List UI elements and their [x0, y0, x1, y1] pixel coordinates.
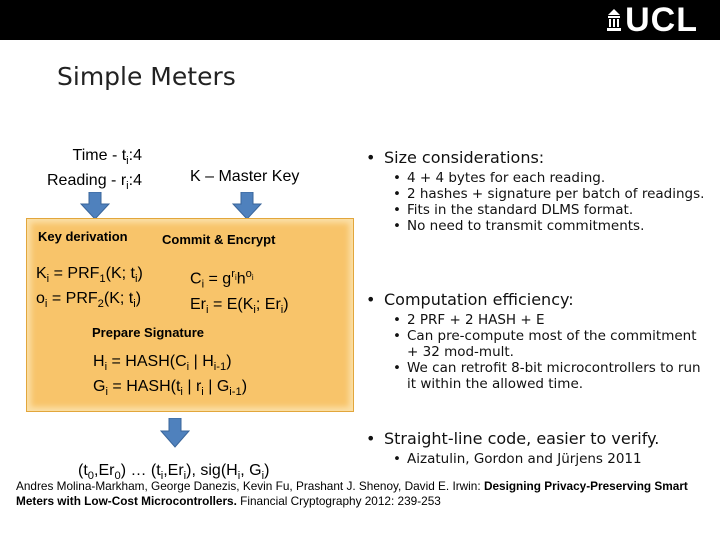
- citation-paper: Designing Privacy-Preserving Smart Meters with Low-Cost Microcontrollers.: [16, 479, 688, 508]
- computation-heading: • Computation efficiency:: [366, 290, 706, 309]
- output-tuple: $(t_0,Er_0)$ … $(t_i,Er_i)$, $sig(H_i$, $G_i$): [78, 462, 270, 483]
- list-item: • Aizatulin, Gordon and Jürjens 2011: [385, 451, 706, 467]
- computation-section: [366, 290, 706, 392]
- key-formulas: $K_i = PRF_1(K$; $t_i$) $o_i = PRF_2(K$; $t_i$): [36, 265, 143, 311]
- list-item: • Can pre-compute most of the commitment + 32 mod-mult.: [385, 328, 706, 360]
- slide-title: Simple Meters: [57, 62, 236, 91]
- arrow-down-icon: [160, 418, 190, 448]
- time-reading-label: Time - $t_i:4$ Reading - $r_i:4$: [47, 147, 142, 193]
- list-item: • No need to transmit commitments.: [385, 218, 706, 234]
- commit-encrypt-label: Commit & Encrypt: [162, 232, 276, 247]
- citation-authors: Andres Molina-Markham, George Danezis, Kevin Fu, Prashant J. Shenoy, David E. Irwin:: [16, 479, 484, 493]
- straight-line-section: [366, 429, 706, 467]
- citation: [16, 479, 706, 509]
- prepare-signature-label: Prepare Signature: [92, 325, 204, 340]
- portico-icon: [607, 9, 621, 31]
- straight-line-heading: • Straight-line code, easier to verify.: [366, 429, 706, 448]
- size-section: [366, 148, 706, 234]
- citation-venue: Financial Cryptography 2012: 239-253: [236, 494, 441, 508]
- master-key-label: K – Master Key: [190, 168, 300, 185]
- ucl-logo: [607, 2, 698, 38]
- hash-formulas: $H_i$ = $HASH(C_i$ | $H_{i-1}$) $G_i$ = $HASH(t_i$ | $r_i$ | $G_{i-1}$): [93, 353, 248, 399]
- commit-formulas: $C_i = g^{r_i}h^{o_i}$ $Er_i = E(K_i$; $Er_i$): [190, 268, 289, 316]
- size-heading: • Size considerations:: [366, 148, 706, 167]
- header-bar: [0, 0, 720, 40]
- list-item: • Fits in the standard DLMS format.: [385, 202, 706, 218]
- key-derivation-label: Key derivation: [38, 229, 128, 244]
- list-item: • 4 + 4 bytes for each reading.: [385, 170, 706, 186]
- list-item: • 2 PRF + 2 HASH + E: [385, 312, 706, 328]
- logo-text: UCL: [625, 1, 698, 39]
- arrow-down-icon: [232, 192, 262, 220]
- list-item: • 2 hashes + signature per batch of readings.: [385, 186, 706, 202]
- arrow-down-icon: [80, 192, 110, 220]
- list-item: • We can retrofit 8-bit microcontrollers to run it within the allowed time.: [385, 360, 706, 392]
